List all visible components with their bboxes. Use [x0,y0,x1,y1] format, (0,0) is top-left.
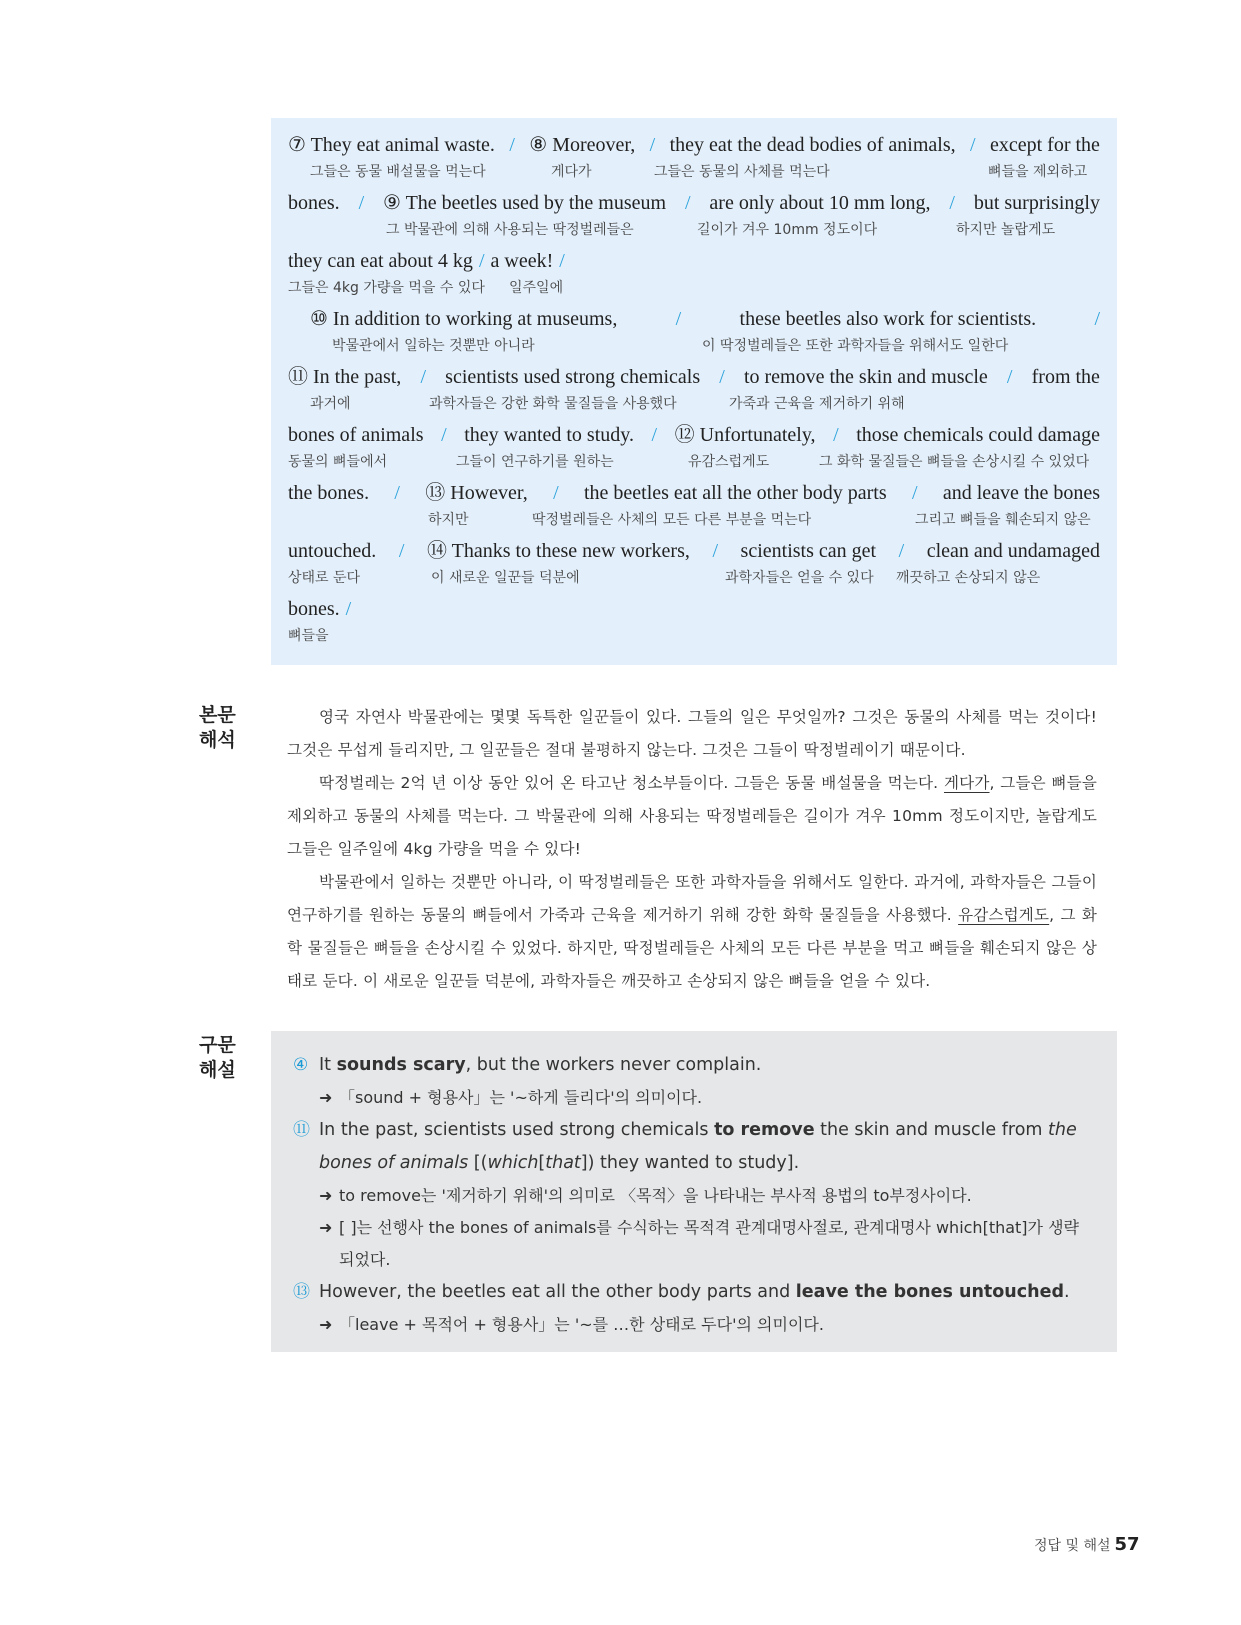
label-line: 본문 [199,704,236,726]
translation-paragraph-2 [287,767,1097,866]
reading-line-8 [288,538,1100,596]
en-chunk: these beetles also work for scientists. [739,308,1037,330]
ko-gloss: 그리고 뼈들을 훼손되지 않은 [915,512,1091,528]
ko-gloss: 과학자들은 얻을 수 있다 [725,570,874,586]
bold-phrase: sounds scary [336,1055,466,1075]
slash: / [684,192,691,214]
translation-paragraph-3 [287,866,1097,998]
text-span: , 그들은 뼈들을 제외하고 동물의 사체를 먹는다. 그 박물관에 의해 사용되는 딱정벌레들은 길이가 겨우 10mm 정도이지만, 놀랍게도 그들은 일주일에 4kg 가량을 먹을 수 있다! [287,774,1098,858]
section-label-structure [199,1033,236,1083]
item-sentence [319,1049,1093,1082]
en-chunk: ⑫ Unfortunately, [674,424,816,446]
translation-text [287,701,1097,998]
reading-box [271,118,1117,665]
text-span: [( [468,1153,488,1173]
ko-gloss: 그들이 연구하기를 원하는 [456,454,614,470]
en-chunk: are only about 10 mm long, [709,192,931,214]
en-chunk: ⑦ They eat animal waste. [288,134,495,156]
reading-line-1 [288,132,1100,190]
text-span: ]) they wanted to study]. [580,1153,800,1173]
en-chunk: from the [1031,366,1100,388]
en-chunk: ⑪ In the past, [288,366,402,388]
ko-gloss: 박물관에서 일하는 것뿐만 아니라 [332,338,535,354]
ko-gloss: 뼈들을 [288,628,329,644]
ko-gloss: 과학자들은 강한 화학 물질들을 사용했다 [429,396,677,412]
en-chunk: except for the [989,134,1100,156]
arrow-right-icon: ➜ [319,1315,333,1334]
structure-item-4 [293,1049,1093,1082]
slash: / [559,250,565,272]
en-chunk: ⑭ Thanks to these new workers, [426,540,690,562]
ko-gloss: 그 화학 물질들은 뼈들을 손상시킬 수 있었다 [819,454,1090,470]
en-chunk: bones. [288,598,340,620]
en-chunk: ⑧ Moreover, [529,134,636,156]
en-chunk: ⑬ However, [425,482,528,504]
slash: / [651,424,658,446]
ko-gloss: 길이가 겨우 10mm 정도이다 [697,222,878,238]
text-span: , but the workers never complain. [465,1055,762,1075]
en-chunk: they can eat about 4 kg [288,250,473,272]
slash: / [420,366,427,388]
slash: / [719,366,725,388]
slash: / [394,482,400,504]
item-number: ④ [293,1055,309,1075]
ko-gloss: 게다가 [551,164,592,180]
bold-phrase: to remove [714,1120,815,1140]
label-line: 해석 [199,729,236,751]
en-chunk: they wanted to study. [464,424,634,446]
structure-item-13 [293,1276,1093,1309]
note-text: 「leave + 목적어 + 형용사」는 '~를 …한 상태로 두다'의 의미이다. [339,1315,824,1334]
section-label-translation [199,703,236,753]
reading-line-5 [288,364,1100,422]
page-number: 57 [1114,1534,1140,1555]
ko-gloss: 그 박물관에 의해 사용되는 딱정벌레들은 [386,222,634,238]
note-text: [ ]는 선행사 the bones of animals를 수식하는 목적격 관계대명사절로, 관계대명사 which[that]가 생략되었다. [339,1218,1080,1269]
text-span: [ [538,1153,546,1173]
text-span: the skin and muscle from [814,1120,1049,1140]
en-chunk: untouched. [288,540,377,562]
slash: / [949,192,955,214]
ko-gloss: 이 새로운 일꾼들 덕분에 [431,570,580,586]
slash: / [833,424,839,446]
ko-gloss: 일주일에 [509,280,564,296]
en-chunk: but surprisingly [973,192,1100,214]
structure-item-11 [293,1114,1093,1180]
underlined-word: 유감스럽게도 [958,906,1050,924]
slash: / [712,540,718,562]
slash: / [441,424,447,446]
en-chunk: clean and undamaged [926,540,1100,562]
en-chunk: a week! [490,250,554,272]
structure-note [293,1180,1093,1212]
ko-gloss: 유감스럽게도 [688,454,770,470]
en-chunk: those chemicals could damage [856,424,1100,446]
italic-phrase: which [487,1153,539,1173]
reading-line-4 [288,306,1100,364]
ko-gloss: 그들은 동물 배설물을 먹는다 [310,164,486,180]
slash: / [970,134,976,156]
item-number: ⑪ [293,1120,310,1140]
ko-gloss: 하지만 [428,512,469,528]
slash: / [649,134,656,156]
en-chunk: bones of animals [288,424,424,446]
en-chunk: and leave the bones [942,482,1100,504]
text-span: It [319,1055,337,1075]
label-line: 해설 [199,1059,236,1081]
translation-paragraph-1: 영국 자연사 박물관에는 몇몇 독특한 일꾼들이 있다. 그들의 일은 무엇일까? 그것은 동물의 사체를 먹는 것이다! 그것은 무섭게 들리지만, 그 일꾼들은 절대 불평하지 않는다. 그것은 그들이 딱정벌레이기 때문이다. [287,708,1097,759]
ko-gloss: 그들은 4kg 가량을 먹을 수 있다 [288,280,485,296]
text-span: . [1064,1282,1070,1302]
en-chunk: to remove the skin and muscle [743,366,988,388]
note-text: 「sound + 형용사」는 '~하게 들리다'의 의미이다. [339,1088,703,1107]
slash: / [398,540,405,562]
structure-note [293,1212,1093,1276]
item-sentence [319,1114,1093,1180]
en-chunk: scientists can get [740,540,877,562]
ko-gloss: 동물의 뼈들에서 [288,454,388,470]
slash: / [1094,308,1100,330]
slash: / [1006,366,1013,388]
reading-line-3 [288,248,1100,306]
ko-gloss: 상태로 둔다 [288,570,361,586]
ko-gloss: 가죽과 근육을 제거하기 위해 [729,396,905,412]
item-sentence [319,1276,1093,1309]
reading-line-2 [288,190,1100,248]
en-chunk: they eat the dead bodies of animals, [669,134,956,156]
arrow-right-icon: ➜ [319,1218,333,1237]
en-chunk: the beetles eat all the other body parts [583,482,887,504]
note-text: to remove는 '제거하기 위해'의 의미로 〈목적〉을 나타내는 부사적 용법의 to부정사이다. [339,1186,972,1205]
structure-box [271,1031,1117,1352]
slash: / [898,540,905,562]
ko-gloss: 이 딱정벌레들은 또한 과학자들을 위해서도 일한다 [702,338,1009,354]
ko-gloss: 그들은 동물의 사체를 먹는다 [654,164,830,180]
slash: / [358,192,365,214]
en-chunk: scientists used strong chemicals [445,366,701,388]
slash: / [345,598,352,620]
item-number: ⑬ [293,1282,310,1302]
slash: / [675,308,682,330]
structure-note [293,1309,1093,1341]
ko-gloss: 하지만 놀랍게도 [956,222,1056,238]
reading-line-7 [288,480,1100,538]
italic-phrase: that [545,1153,581,1173]
text-span: 박물관에서 일하는 것뿐만 아니라, 이 딱정벌레들은 또한 과학자들을 위해서도 일한다. 과거에, 과학자들은 그들이 연구하기를 원하는 동물의 뼈들에서 가죽과 근육을 제거하기 위해 강한 화학 물질들을 사용했다. [287,873,1097,924]
underlined-word: 게다가 [943,774,990,792]
slash: / [478,250,485,272]
arrow-right-icon: ➜ [319,1186,333,1205]
ko-gloss: 딱정벌레들은 사체의 모든 다른 부분을 먹는다 [532,512,812,528]
footer-section: 정답 및 해설 [1034,1538,1111,1554]
slash: / [553,482,559,504]
page-footer [1034,1534,1140,1555]
reading-line-9 [288,596,1100,654]
arrow-right-icon: ➜ [319,1088,333,1107]
text-span: In the past, scientists used strong chemicals [319,1120,715,1140]
reading-line-6 [288,422,1100,480]
en-chunk: the bones. [288,482,370,504]
text-span: , 그 화학 물질들은 뼈들을 손상시킬 수 있었다. 하지만, 딱정벌레들은 사체의 모든 다른 부분을 먹고 뼈들을 훼손되지 않은 상태로 둔다. 이 새로운 일꾼들 덕분에, 과학자들은 깨끗하고 손상되지 않은 뼈들을 얻을 수 있다. [287,906,1097,990]
slash: / [911,482,918,504]
text-span: 딱정벌레는 2억 년 이상 동안 있어 온 타고난 청소부들이다. 그들은 동물 배설물을 먹는다. [319,774,944,792]
ko-gloss: 과거에 [310,396,351,412]
structure-note [293,1082,1093,1114]
text-span: However, the beetles eat all the other body parts and [319,1282,796,1302]
ko-gloss: 깨끗하고 손상되지 않은 [896,570,1041,586]
label-line: 구문 [199,1034,236,1056]
italic-phrase: the bones of animals [319,1120,1077,1173]
en-chunk: bones. [288,192,340,214]
en-chunk: ⑨ The beetles used by the museum [383,192,667,214]
bold-phrase: leave the bones untouched [795,1282,1064,1302]
ko-gloss: 뼈들을 제외하고 [988,164,1088,180]
en-chunk: ⑩ In addition to working at museums, [310,308,618,330]
slash: / [509,134,515,156]
